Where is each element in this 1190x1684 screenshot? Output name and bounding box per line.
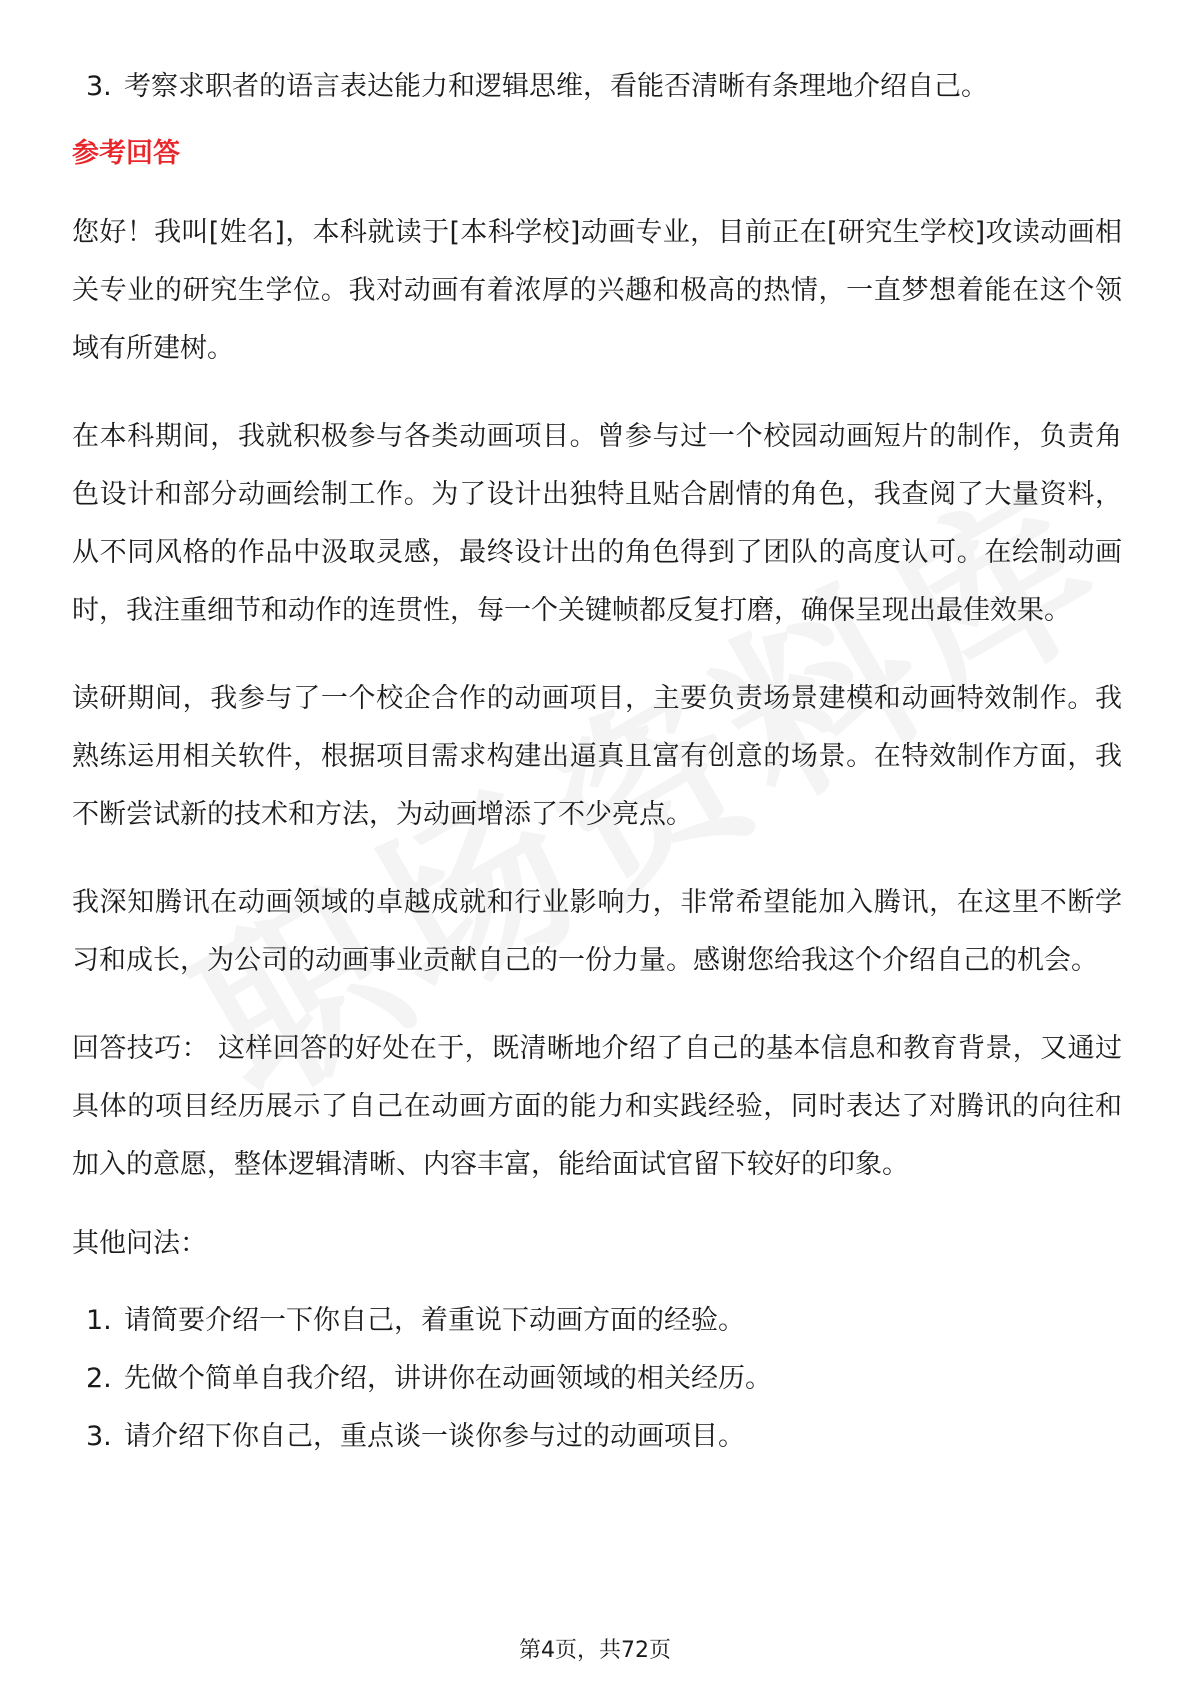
list-text: 请介绍下你自己，重点谈一谈你参与过的动画项目。 [124, 1421, 745, 1452]
paragraph-graduate: 读研期间，我参与了一个校企合作的动画项目，主要负责场景建模和动画特效制作。我熟练运用相关软件，根据项目需求构建出逼真且富有创意的场景。在特效制作方面，我不断尝试新的技术和方法，为动画增添了不少亮点。 [72, 683, 1122, 830]
paragraph-closing: 我深知腾讯在动画领域的卓越成就和行业影响力，非常希望能加入腾讯，在这里不断学习和成长，为公司的动画事业贡献自己的一份力量。感谢您给我这个介绍自己的机会。 [72, 887, 1122, 976]
list-item [72, 1408, 1122, 1466]
list-text: 先做个简单自我介绍，讲讲你在动画领域的相关经历。 [124, 1363, 772, 1394]
list-number: 2. [86, 1363, 112, 1394]
list-text: 考察求职者的语言表达能力和逻辑思维，看能否清晰有条理地介绍自己。 [124, 71, 988, 102]
list-number: 3. [86, 1421, 112, 1452]
paragraph-intro: 您好！我叫[姓名]，本科就读于[本科学校]动画专业，目前正在[研究生学校]攻读动画相关专业的研究生学位。我对动画有着浓厚的兴趣和极高的热情，一直梦想着能在这个领域有所建树。 [72, 217, 1122, 364]
reference-answer-heading: 参考回答 [72, 138, 180, 169]
paragraph-undergrad: 在本科期间，我就积极参与各类动画项目。曾参与过一个校园动画短片的制作，负责角色设计和部分动画绘制工作。为了设计出独特且贴合剧情的角色，我查阅了大量资料，从不同风格的作品中汲取灵感，最终设计出的角色得到了团队的高度认可。在绘制动画时，我注重细节和动作的连贯性，每一个关键帧都反复打磨，确保呈现出最佳效果。 [72, 421, 1122, 626]
list-number: 1. [86, 1305, 112, 1336]
page-number-footer: 第4页，共72页 [519, 1638, 671, 1663]
paragraph-answer-tips: 回答技巧： 这样回答的好处在于，既清晰地介绍了自己的基本信息和教育背景，又通过具体的项目经历展示了自己在动画方面的能力和实践经验，同时表达了对腾讯的向往和加入的意愿，整体逻辑清晰、内容丰富，能给面试官留下较好的印象。 [72, 1033, 1122, 1180]
list-text: 请简要介绍一下你自己，着重说下动画方面的经验。 [124, 1305, 745, 1336]
list-item [72, 58, 1122, 116]
list-item [72, 1350, 1122, 1408]
list-item [72, 1292, 1122, 1350]
other-questions-heading: 其他问法： [72, 1228, 207, 1259]
page-content [72, 58, 1122, 1466]
list-number: 3. [86, 71, 112, 102]
